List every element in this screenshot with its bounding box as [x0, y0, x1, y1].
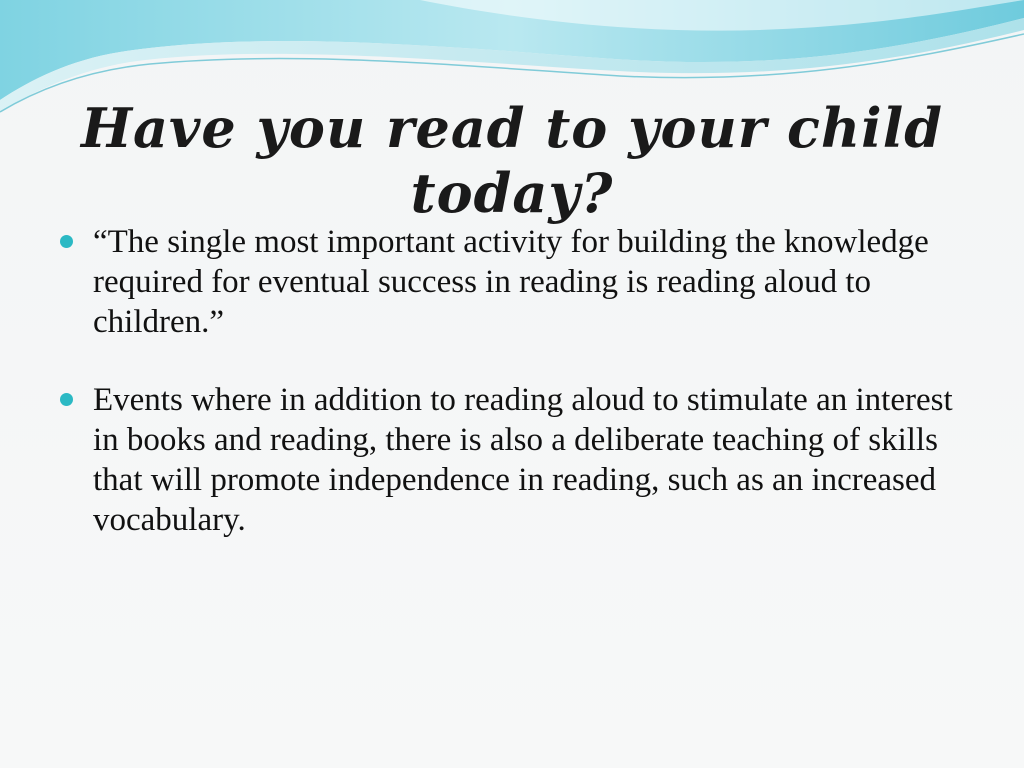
bullet-dot-icon	[60, 393, 73, 406]
bullet-item	[60, 380, 970, 540]
bullet-list	[60, 222, 970, 540]
slide-title: Have you read to your child today?	[81, 96, 943, 225]
bullet-dot-icon	[60, 235, 73, 248]
bullet-text: “The single most important activity for building the knowledge required for eventual success in reading is reading aloud to children.”	[93, 224, 929, 340]
bullet-item	[60, 222, 970, 342]
bullet-text: Events where in addition to reading aloud to stimulate an interest in books and reading, there is also a deliberate teaching of skills that will promote independence in reading, such as an increased vocabulary.	[93, 382, 953, 538]
